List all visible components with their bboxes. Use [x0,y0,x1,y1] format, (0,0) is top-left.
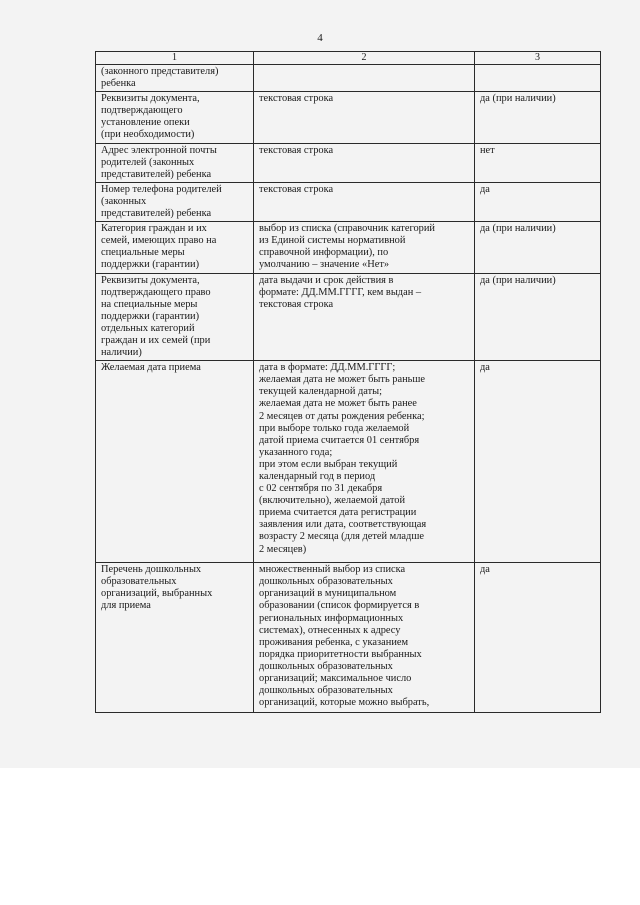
field-required-cell: да [475,563,601,713]
table-row [96,273,601,361]
field-name-cell: Перечень дошкольных образовательных организаций, выбранных для приема [96,563,254,713]
field-name-cell: Адрес электронной почты родителей (законных представителей) ребенка [96,143,254,182]
table-row [96,222,601,273]
requirements-table [95,51,601,713]
column-header-3: 3 [475,52,601,65]
field-name-cell: (законного представителя) ребенка [96,65,254,92]
field-required-cell: нет [475,143,601,182]
page-number: 4 [317,32,323,44]
field-format-cell [254,65,475,92]
field-required-cell: да [475,182,601,221]
field-required-cell: да (при наличии) [475,222,601,273]
field-name-cell: Номер телефона родителей (законных представителей) ребенка [96,182,254,221]
table-row [96,563,601,713]
field-required-cell: да [475,361,601,563]
field-name-cell: Категория граждан и их семей, имеющих право на специальные меры поддержки (гарантии) [96,222,254,273]
table-row [96,143,601,182]
column-header-2: 2 [254,52,475,65]
field-format-cell: текстовая строка [254,92,475,143]
table-row [96,182,601,221]
field-required-cell [475,65,601,92]
field-format-cell: дата в формате: ДД.ММ.ГГГГ; желаемая дата не может быть раньше текущей календарной даты; желаемая дата не может быть ранее 2 месяцев от даты рождения ребенка; при выборе только года желаемой датой приема считается 01 сентября указанного года; при этом если выбран текущий календарный год в период с 02 сентября по 31 декабря (включительно), желаемой датой приема считается дата регистрации заявления или дата, соответствующая возрасту 2 месяца (для детей младше 2 месяцев) [254,361,475,563]
field-format-cell: выбор из списка (справочник категорий из Единой системы нормативной справочной информации), по умолчанию – значение «Нет» [254,222,475,273]
field-required-cell: да (при наличии) [475,273,601,361]
table-row [96,65,601,92]
field-required-cell: да (при наличии) [475,92,601,143]
field-name-cell: Реквизиты документа, подтверждающего право на специальные меры поддержки (гарантии) отдельных категорий граждан и их семей (при наличии) [96,273,254,361]
field-format-cell: дата выдачи и срок действия в формате: ДД.ММ.ГГГГ, кем выдан – текстовая строка [254,273,475,361]
column-header-1: 1 [96,52,254,65]
field-format-cell: текстовая строка [254,143,475,182]
field-name-cell: Желаемая дата приема [96,361,254,563]
table-row [96,361,601,563]
table-header-row [96,52,601,65]
field-name-cell: Реквизиты документа, подтверждающего установление опеки (при необходимости) [96,92,254,143]
field-format-cell: текстовая строка [254,182,475,221]
table-row [96,92,601,143]
field-format-cell: множественный выбор из списка дошкольных образовательных организаций в муниципальном образовании (список формируется в региональных информационных системах), отнесенных к адресу проживания ребенка, с указанием порядка приоритетности выбранных дошкольных образовательных организаций; максимальное число дошкольных образовательных организаций, которые можно выбрать, [254,563,475,713]
